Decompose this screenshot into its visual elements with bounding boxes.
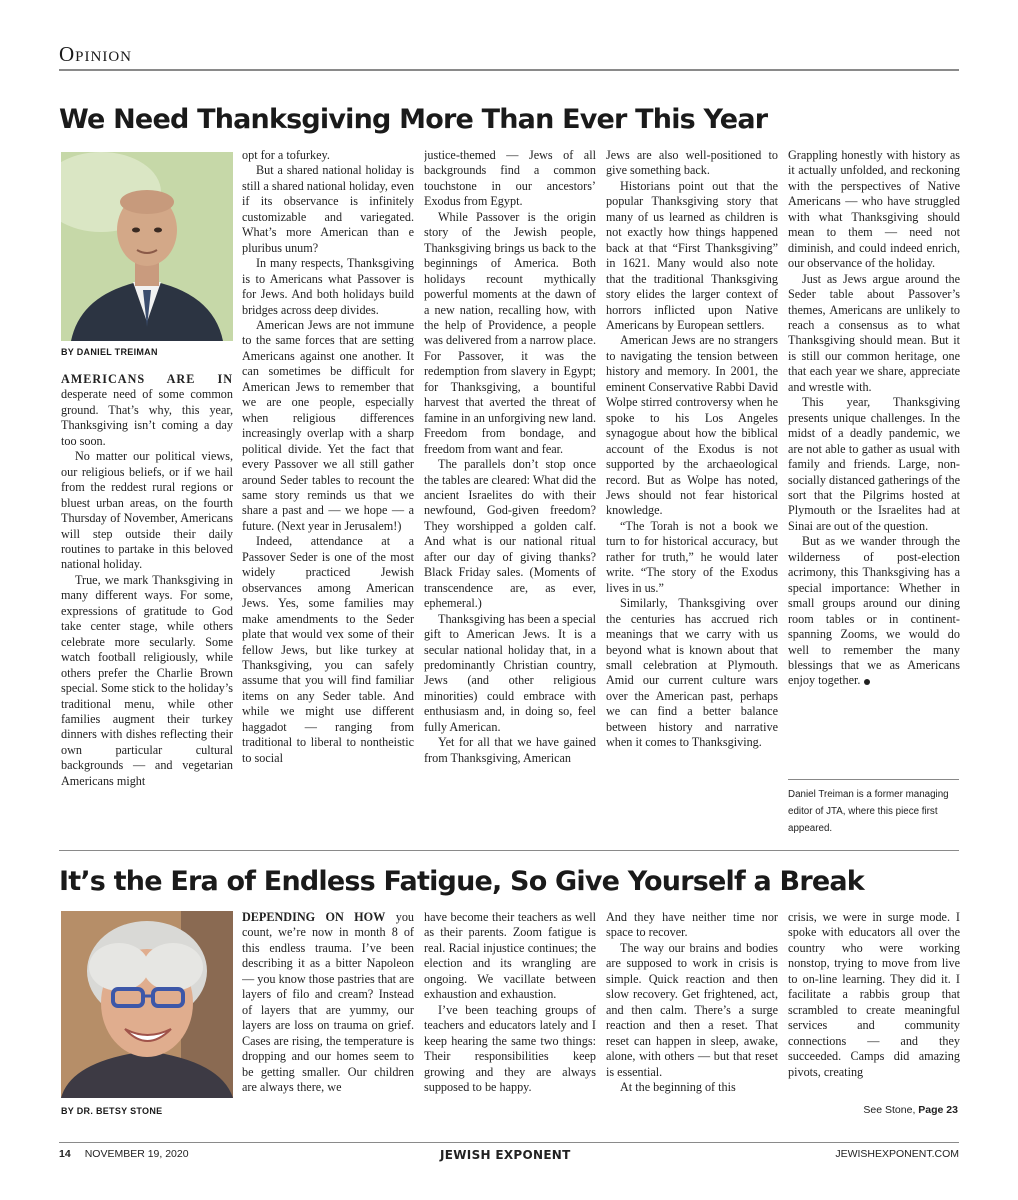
author-photo-stone	[61, 911, 233, 1098]
lead-in: DEPENDING ON HOW	[242, 910, 386, 924]
paragraph: No matter our political views, our religious beliefs, or if we hail from the reddest rural regions or bluest urban areas, on the fourth Thursday of November, Americans will step outside their daily routines to partake in this beloved national holiday.	[61, 449, 233, 572]
paragraph: have become their teachers as well as their parents. Zoom fatigue is real. Racial injustice continues; the election and its wrangling are ongoing. We vacillate between exhaustion and exhaustion.	[424, 910, 596, 1002]
section-title: Opinion	[59, 42, 132, 66]
portrait-illustration	[61, 911, 233, 1098]
paragraph: Thanksgiving has been a special gift to American Jews. It is a secular national holiday that, in a predominantly Christian country, Jews (and other religious minorities) could embrace with enthusiasm and, in doing so, feel fully American.	[424, 611, 596, 734]
paragraph: Grappling honestly with history as it actually unfolded, and reckoning with the perspectives of Native Americans — who have struggled with what Thanksgiving should mean to them — need not diminish, and could indeed enrich, our observance of the holiday.	[788, 148, 960, 271]
author-photo-treiman	[61, 152, 233, 341]
jump-page: Page 23	[918, 1104, 958, 1116]
paragraph: justice-themed — Jews of all backgrounds find a common touchstone in our ancestors’ Exodus from Egypt.	[424, 148, 596, 209]
portrait-illustration	[61, 152, 233, 341]
article2-column-3	[424, 910, 596, 1120]
byline: BY DANIEL TREIMAN	[61, 347, 158, 357]
lead-in: AMERICANS ARE IN	[61, 372, 233, 386]
paragraph: “The Torah is not a book we turn to for historical accuracy, but rather for truth,” he would later write. “The story of the Exodus lives in us.”	[606, 518, 778, 595]
section-rule	[59, 69, 959, 71]
paragraph: crisis, we were in surge mode. I spoke with educators all over the country who were working nonstop, trying to move from live to on-line learning. They did it. I facilitate a rabbis group that scrambled to create meaningful services and community connections — and they succeeded. Camps did amazing pivots, creating	[788, 910, 960, 1079]
article1-column-1	[61, 372, 233, 832]
paragraph: The way our brains and bodies are supposed to work in crisis is simple. Quick reaction and then slow recovery. Get frightened, act, and then calm. There’s a surge reaction and then a reset. That reset can happen in sleep, awake, alone, with others — but that reset is essential.	[606, 940, 778, 1079]
paragraph: opt for a tofurkey.	[242, 148, 330, 162]
paragraph: Indeed, attendance at a Passover Seder is one of the most widely practiced Jewish observances among American Jews. Yes, some families may make amendments to the Seder plate that would vex some of their fellow Jews, but like turkey at Thanksgiving, you can safely assume that you will find familiar items on any Seder table. And while we might use different haggadot — ranging from traditional to liberal to nontheistic to social	[242, 534, 414, 765]
article1-headline: We Need Thanksgiving More Than Ever This Year	[59, 104, 768, 135]
article1-column-3	[424, 148, 596, 832]
article1-column-2	[242, 148, 414, 832]
publication-name: JEWISH EXPONENT	[440, 1148, 571, 1162]
paragraph: True, we mark Thanksgiving in many different ways. For some, expressions of gratitude to God take center stage, while others celebrate more secularly. Some watch football religiously, while others prefer the Charlie Brown special. Some stick to the holiday’s traditional menu, while other families augment their turkey dinners with dishes reflecting their own particular cultural backgrounds — and vegetarian Americans might	[61, 572, 233, 788]
paragraph: And they have neither time nor space to recover.	[606, 910, 778, 940]
paragraph: American Jews are not immune to the same forces that are setting Americans against one another. It can sometimes be difficult for American Jews to remember that we are one people, especially when religious differences increasingly overlap with a sharp political divide. Yet the fact that every Passover we all still gather around Seder tables to recount the same story reminds us that we share a past and — we hope — a future. (Next year in Jerusalem!)	[242, 317, 414, 533]
paragraph: In many respects, Thanksgiving is to Americans what Passover is for Jews. And both holidays build bridges across deep divides.	[242, 256, 414, 317]
byline: BY DR. BETSY STONE	[61, 1106, 163, 1116]
paragraph: But as we wander through the wilderness of post-election acrimony, this Thanksgiving has a special importance: Whether in small groups around our dining room tables or in continent-spanning Zooms, we would do well to remember the many blessings that we as Americans enjoy together.	[788, 534, 960, 688]
paragraph: This year, Thanksgiving presents unique challenges. In the midst of a deadly pandemic, we are not able to gather as usual with family and friends. Large, non-socially distanced gatherings of the sort that the Pilgrims hosted at Plymouth or the Israelites had at Sinai are out of the question.	[788, 395, 960, 533]
article2-headline: It’s the Era of Endless Fatigue, So Give Yourself a Break	[59, 866, 864, 897]
paragraph: Jews are also well-positioned to give something back.	[606, 148, 778, 178]
article2-column-4	[606, 910, 778, 1120]
paragraph: Just as Jews argue around the Seder table about Passover’s themes, Americans are unlikely to reach a consensus as to what Thanksgiving should mean. But it is still our common heritage, one that each year we share, appreciate and wrestle with.	[788, 271, 960, 394]
article2-column-2	[242, 910, 414, 1120]
issue-date: NOVEMBER 19, 2020	[84, 1148, 189, 1160]
footer-rule	[59, 1142, 959, 1143]
article1-column-5	[788, 148, 960, 768]
paragraph: AMERICANS ARE IN desperate need of some common ground. That’s why, this year, Thanksgiving isn’t coming a day too soon.	[61, 372, 233, 448]
page-number: 14	[59, 1148, 71, 1160]
author-bio: Daniel Treiman is a former managing editor of JTA, where this piece first appeared.	[788, 789, 949, 834]
bio-rule	[788, 779, 959, 780]
end-mark-icon	[864, 679, 870, 685]
paragraph: But a shared national holiday is still a shared national holiday, even if its observance is infinitely customizable and variegated. What’s more American than e pluribus unum?	[242, 163, 414, 255]
paragraph: Yet for all that we have gained from Thanksgiving, American	[424, 735, 596, 765]
paragraph: Historians point out that the popular Thanksgiving story that many of us learned as children is not exactly how things happened back at that “First Thanksgiving” in 1621. Many would also note that the traditional Thanksgiving story elides the larger context of horrors inflicted upon Native Americans by European settlers.	[606, 178, 778, 332]
jump-text: See Stone,	[863, 1104, 916, 1116]
paragraph: The parallels don’t stop once the tables are cleared: What did the ancient Israelites do with their newfound, God-given freedom? They worshipped a golden calf. And what is our national ritual after our day of giving thanks? Black Friday sales. (Moments of transcendence are, as ever, ephemeral.)	[424, 457, 596, 611]
article-divider	[59, 850, 959, 851]
paragraph: While Passover is the origin story of the Jewish people, Thanksgiving brings us back to the beginnings of America. Both holidays recount mythically powerful moments at the dawn of a new nation, recalling how, with the help of Providence, a people was delivered from a narrow place. For Passover, it was the redemption from slavery in Egypt; for Thanksgiving, a bountiful harvest that averted the threat of famine in an unforgiving new land. Freedom from bondage, and freedom from want and fear.	[424, 209, 596, 456]
paragraph: Similarly, Thanksgiving over the centuries has accrued rich meanings that we carry with us beyond what is known about that small celebration at Plymouth. Amid our current culture wars over the American past, perhaps we can find a better balance between history and narrative when it comes to Thanksgiving.	[606, 596, 778, 750]
paragraph: DEPENDING ON HOW you count, we’re now in month 8 of this endless trauma. I’ve been describing it as a bitter Napoleon — you know those pastries that are layers of filo and cream? Instead of layers that are yummy, our layers are loss on trauma on grief. Cases are rising, the temperature is dropping and our homes seem to be getting smaller. Our children are always there, we	[242, 910, 414, 1094]
paragraph: American Jews are no strangers to navigating the tension between history and memory. In 2001, the eminent Conservative Rabbi David Wolpe stirred controversy when he spoke to his Los Angeles synagogue about how the biblical account of the Exodus is not supported by the archaeological record. But as Wolpe has noted, Jews should not fear historical knowledge.	[606, 333, 778, 518]
footer-folio	[59, 1148, 189, 1160]
article1-column-4	[606, 148, 778, 832]
paragraph: I’ve been teaching groups of teachers and educators lately and I keep hearing the same two things: Their responsibilities keep growing and they are always supposed to be happy.	[424, 1002, 596, 1094]
website: JEWISHEXPONENT.COM	[835, 1148, 959, 1160]
article2-column-5	[788, 910, 960, 1095]
paragraph: At the beginning of this	[620, 1079, 736, 1094]
jump-line	[788, 1104, 958, 1116]
